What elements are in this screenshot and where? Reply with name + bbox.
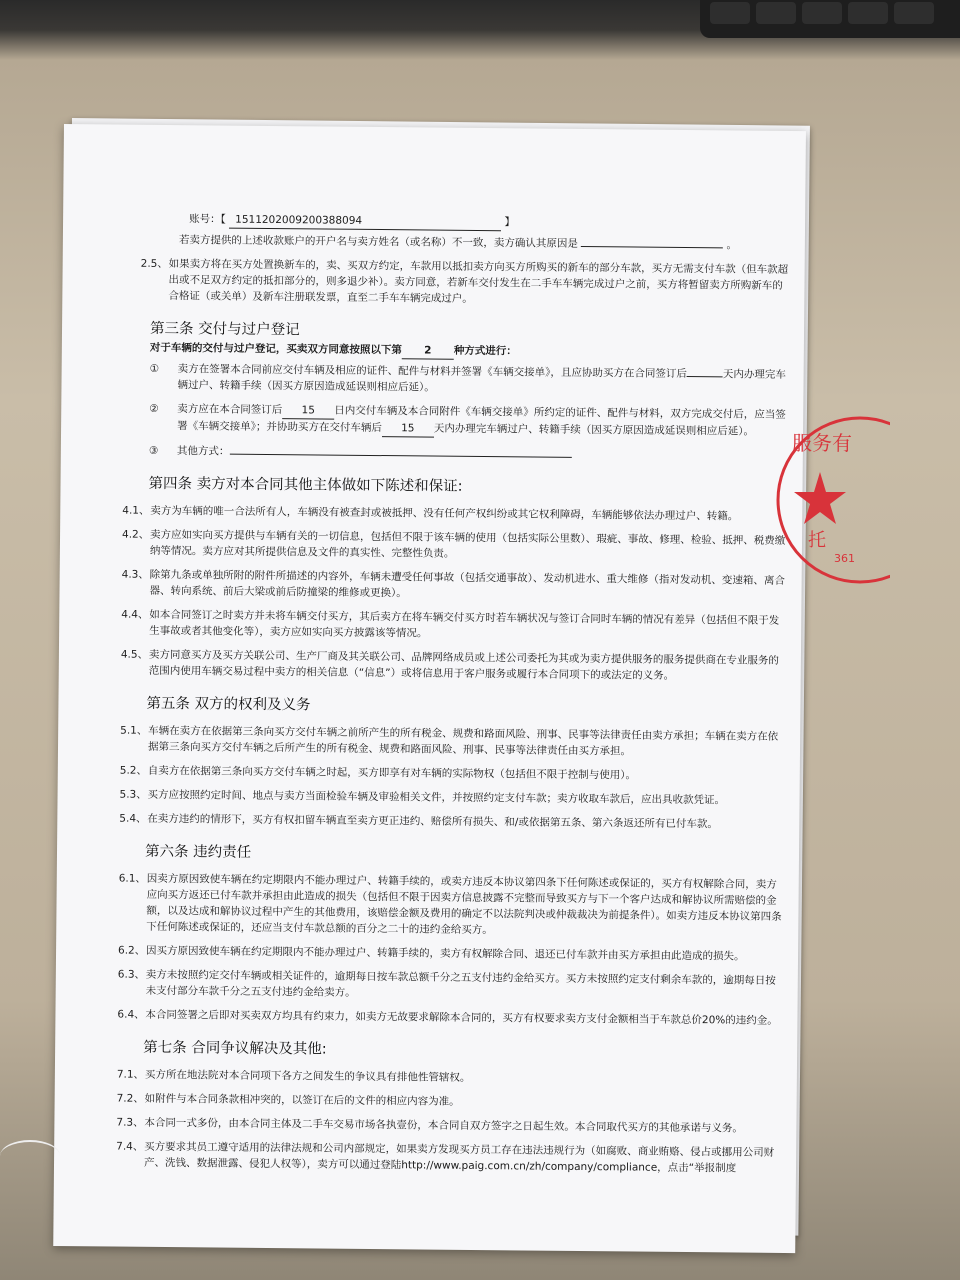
clause-text: 卖方为车辆的唯一合法所有人，车辆没有被查封或被抵押、没有任何产权纠纷或其它权利障碍，车辆能够依法办理过户、转籍。 — [150, 504, 739, 523]
clause-text: 卖方应如实向买方提供与车辆有关的一切信息，包括但不限于该车辆的使用（包括实际公里数）、瑕疵、事故、修理、检验、抵押、税费缴纳等情况。卖方应对其所提供信息及文件的真实性、完整性负责。 — [149, 528, 786, 560]
seal-text-top: 服务有 — [792, 431, 852, 455]
clause-number: 6.2、 — [118, 944, 146, 957]
mismatch-reason — [581, 246, 723, 248]
clause-number: 5.1、 — [120, 724, 148, 737]
account-number: 1511202009200388094 — [229, 212, 501, 232]
clause-item — [119, 763, 786, 785]
clause-text: 车辆在卖方在依据第三条向买方交付车辆之前所产生的所有税金、规费和路面风险、刑事、民事等法律责任由卖方承担；车辆在卖方在依据第三条向买方交付车辆之后所产生的所有税金、规费和路面风险、刑事、民事等法律责任由买方承担。 — [147, 724, 779, 758]
section-5-title: 第五条 双方的权利及义务 — [146, 695, 311, 714]
section-7-items — [116, 1067, 783, 1177]
option-text-a: 卖方应在本合同签订后 — [177, 403, 283, 417]
clause-number: 6.3、 — [117, 968, 146, 981]
option-number: ③ — [148, 444, 159, 457]
cable — [0, 1140, 60, 1172]
clause-text: 卖方未按照约定交付车辆或相关证件的，逾期每日按车款总额千分之五支付违约金给买方。买方未按照约定支付剩余车款的，逾期每日按未支付部分车款千分之五支付违约金给卖方。 — [145, 968, 776, 999]
clause-number: 4.3、 — [121, 568, 149, 581]
contract-page — [53, 124, 806, 1253]
mismatch-line — [179, 232, 791, 254]
clause-item — [122, 503, 788, 525]
section-6-title: 第六条 违约责任 — [144, 843, 252, 861]
clause-text: 因买方原因致使车辆在约定期限内不能办理过户、转籍手续的，卖方有权解除合同、退还已付车款并由买方承担由此造成的损失。 — [146, 944, 745, 963]
section-4-items — [120, 503, 789, 685]
option-text-c: 天内办理完车辆过户、转籍手续（因买方原因造成延误则相应后延）。 — [433, 422, 755, 438]
clause-number: 7.2、 — [116, 1092, 144, 1105]
clause-number: 7.4、 — [116, 1140, 144, 1153]
seal-number: 361 — [834, 552, 855, 565]
clause-text: 在卖方违约的情形下，买方有权扣留车辆直至卖方更正违约、赔偿所有损失、和/或依据第五条、第六条返还所有已付车款。 — [147, 812, 718, 831]
option-2 — [149, 401, 789, 441]
account-end: 】 — [504, 216, 516, 229]
section-7-title: 第七条 合同争议解决及其他: — [143, 1039, 327, 1058]
other-method-field — [229, 454, 571, 458]
company-seal — [770, 410, 890, 590]
option-label: 其他方式： — [176, 445, 230, 458]
clause-text: 卖方同意买方及买方关联公司、生产厂商及其关联公司、品牌网络成员或上述公司委托为其或为卖方提供服务的服务提供商在专业服务的范围内使用车辆交易过程中卖方的相关信息（“信息”）或将信息用于客户服务或履行本合同项下的或法定的义务。 — [148, 648, 779, 682]
clause-text: 如本合同签订之时卖方并未将车辆交付买方，其后卖方在将车辆交付买方时若车辆状况与签订合同时车辆的情况有差异（包括但不限于发生事故或者其他变化等），卖方应如实向买方披露该等情况。 — [149, 608, 780, 640]
option-text — [177, 361, 789, 399]
clause-number: 5.2、 — [119, 764, 148, 777]
clause-text: 本合同一式多份，由本合同主体及二手车交易市场各执壹份，本合同自双方签字之日起生效。本合同取代买方的其他承诺与义务。 — [144, 1116, 743, 1135]
keyboard-key — [894, 2, 934, 24]
clause-number: 4.5、 — [120, 648, 149, 661]
clause-item — [120, 647, 787, 685]
mismatch-text: 若卖方提供的上述收款账户的开户名与卖方姓名（或名称）不一致，卖方确认其原因是 — [178, 234, 578, 250]
clause-item — [119, 811, 785, 833]
clause-item — [116, 1091, 783, 1113]
clause-number: 2.5、 — [140, 257, 168, 271]
clause-item — [119, 787, 785, 809]
option-text-b: 天内办理完车辆过户、转籍手续（因买方原因造成延误则相应后延）。 — [177, 368, 786, 394]
keyboard — [700, 0, 960, 38]
clause-2-5 — [140, 256, 790, 310]
clause-item — [122, 527, 788, 565]
section-4-title: 第四条 卖方对本合同其他主体做如下陈述和保证: — [148, 475, 463, 495]
delivery-days-field: 15 — [282, 402, 334, 419]
clause-number: 5.3、 — [119, 788, 147, 801]
account-line — [189, 211, 791, 234]
contract-body — [116, 211, 791, 1177]
clause-item — [116, 1139, 782, 1177]
clause-item — [121, 607, 787, 645]
option-text-b: 日内交付车辆及本合同附件《车辆交接单》所约定的证件、配件与材料，双方完成交付后，应当签署《车辆交接单》；并协助买方在交付车辆后 — [177, 404, 786, 435]
keyboard-key — [710, 2, 750, 24]
clause-item — [116, 1067, 783, 1089]
clause-number: 6.1、 — [118, 872, 147, 885]
clause-text: 自卖方在依据第三条向买方交付车辆之时起，买方即享有对车辆的实际物权（包括但不限于控制与使用）。 — [147, 764, 637, 782]
option-3 — [148, 443, 789, 465]
clause-text: 除第九条或单独所附的附件所描述的内容外，车辆未遭受任何事故（包括交通事故）、发动机进水、重大维修（指对发动机、变速箱、离合器、转向系统、前后大梁或前后防撞梁的维修或更换）。 — [149, 568, 785, 600]
option-text-a: 卖方在签署本合同前应交付车辆及相应的证件、配件与材料并签署《车辆交接单》，且应协助买方在合同签订后 — [177, 363, 687, 380]
clause-number: 7.1、 — [116, 1068, 145, 1081]
clause-text: 本合同签署之后即对买卖双方均具有约束力，如卖方无故要求解除本合同的，买方有权要求卖方支付金额相当于车款总价20%的违约金。 — [145, 1008, 778, 1027]
mismatch-end: 。 — [726, 239, 738, 252]
clause-text: 如果卖方将在买方处置换新车的，卖、买双方约定，车款用以抵扣卖方向买方所购买的新车的部分车款，买方无需支付车款（但车款超出或不足双方约定的抵扣部分的，则多退少补）。卖方同意，若新车交付发生在二手车车辆完成过户之前，买方将暂留卖方所购新车的合格证（或关单）及新车注册联发票，直至二手车车辆完成过户。 — [168, 258, 789, 305]
option-1 — [149, 361, 789, 399]
clause-text: 买方应按照约定时间、地点与卖方当面检验车辆及审验相关文件，并按照约定支付车款；卖方收取车款后，应出具收款凭证。 — [147, 788, 726, 807]
option-number: ① — [149, 362, 160, 375]
section-6-items — [117, 871, 784, 1029]
clause-item — [117, 1007, 783, 1029]
intro-option-field: 2 — [402, 342, 454, 359]
clause-item — [118, 871, 785, 941]
keyboard-key — [756, 2, 796, 24]
transfer-days-field: 15 — [382, 420, 434, 437]
clause-item — [121, 567, 787, 605]
clause-item — [120, 723, 786, 761]
option-number: ② — [149, 402, 159, 415]
clause-number: 5.4、 — [119, 812, 147, 825]
clause-text: 因卖方原因致使车辆在约定期限内不能办理过户、转籍手续的，或卖方违反本协议第四条下任何陈述或保证的，买方有权解除合同，卖方应向买方返还已付车款并承担由此造成的损失（包括但不限于因卖方信息披露不完整而导致买方与下一个客户达成和解协议所需赔偿的金额，以及达成和解协议过程中产生的其他费用，该赔偿金额及费用的确定不以法院判决或仲裁裁决为前提条件）。如卖方违反本协议第四条下任何陈述或保证的，还应当支付车款总额的百分之二十的违约金给买方。 — [146, 872, 782, 937]
clause-text: 买方所在地法院对本合同项下各方之间发生的争议具有排他性管辖权。 — [144, 1068, 471, 1084]
option-text — [177, 401, 789, 441]
intro-text-b: 种方式进行： — [453, 344, 517, 358]
keyboard-key — [848, 2, 888, 24]
clause-item — [116, 1115, 782, 1137]
seal-text-side: 托 — [808, 530, 826, 551]
clause-number: 6.4、 — [117, 1008, 145, 1021]
clause-number: 4.4、 — [121, 608, 149, 621]
option-days-field — [687, 376, 723, 377]
section-5-items — [119, 723, 786, 833]
account-label: 账号：【 — [189, 213, 226, 226]
clause-number: 7.3、 — [116, 1116, 144, 1129]
clause-item — [118, 943, 784, 965]
intro-text-a: 对于车辆的交付与过户登记，买卖双方同意按照以下第 — [149, 341, 402, 357]
section-3-title: 第三条 交付与过户登记 — [149, 320, 300, 339]
clause-item — [117, 967, 784, 1005]
clause-number: 4.1、 — [122, 504, 150, 517]
clause-number: 4.2、 — [122, 528, 150, 541]
clause-text: 买方要求其员工遵守适用的法律法规和公司内部规定，如果卖方发现买方员工存在违法违规行为（如腐败、商业贿赂、侵占或挪用公司财产、洗钱、数据泄露、侵犯人权等），卖方可以通过登陆http://www.paig.com.cn/zh/company/compliance，点击“举报制度 — [143, 1140, 775, 1175]
keyboard-key — [802, 2, 842, 24]
option-text — [177, 443, 789, 465]
clause-text: 如附件与本合同条款相冲突的，以签订在后的文件的相应内容为准。 — [144, 1092, 460, 1108]
seal-star — [794, 472, 846, 524]
